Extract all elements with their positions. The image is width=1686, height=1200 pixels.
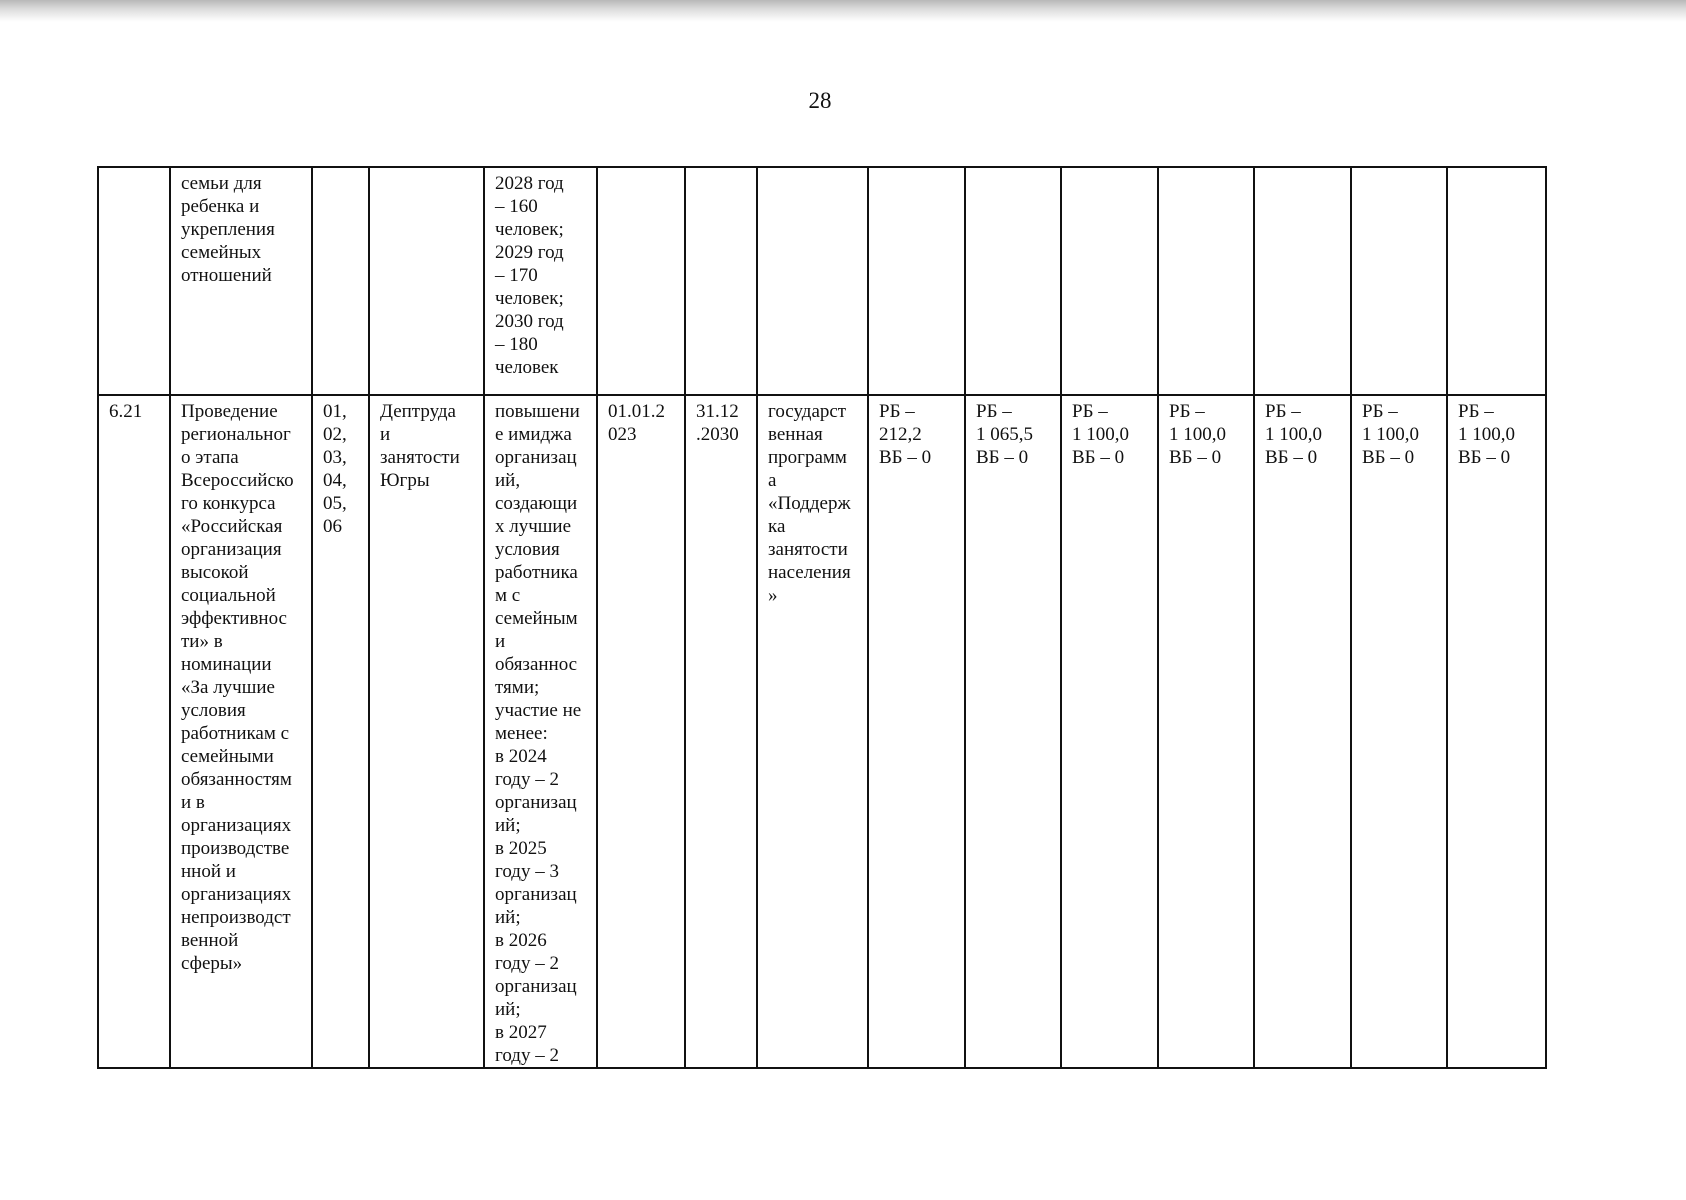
- cell-y2029: РБ – 1 100,0 ВБ – 0: [1351, 395, 1447, 1068]
- cell-y2029: [1351, 167, 1447, 395]
- cell-y2027: РБ – 1 100,0 ВБ – 0: [1158, 395, 1254, 1068]
- cell-tasks: 01, 02, 03, 04, 05, 06: [312, 395, 369, 1068]
- cell-source: [757, 167, 868, 395]
- cell-y2028: [1254, 167, 1351, 395]
- cell-y2025: РБ – 1 065,5 ВБ – 0: [965, 395, 1061, 1068]
- cell-result: 2028 год – 160 человек; 2029 год – 170 человек; 2030 год – 180 человек: [484, 167, 597, 395]
- cell-y2024: РБ – 212,2 ВБ – 0: [868, 395, 965, 1068]
- cell-end: 31.12 .2030: [685, 395, 757, 1068]
- measures-table: [97, 166, 1547, 1069]
- cell-start: 01.01.2 023: [597, 395, 685, 1068]
- cell-executor: Дептруда и занятости Югры: [369, 395, 484, 1068]
- cell-result: повышени е имиджа организац ий, создающи х лучшие условия работника м с семейным и обязаннос тями; участие не менее: в 2024 году – 2 организац ий; в 2025 году – 3 организац ий; в 2026 году – 2 организац ий; в 2027 году – 2: [484, 395, 597, 1068]
- cell-executor: [369, 167, 484, 395]
- cell-y2030: [1447, 167, 1546, 395]
- cell-num: [98, 167, 170, 395]
- cell-name: Проведение региональног о этапа Всероссийско го конкурса «Российская организация высокой социальной эффективнос ти» в номинации «За лучшие условия работникам с семейными обязанностям и в организациях производстве нной и организациях непроизводст венной сферы»: [170, 395, 312, 1068]
- cell-y2024: [868, 167, 965, 395]
- cell-tasks: [312, 167, 369, 395]
- cell-start: [597, 167, 685, 395]
- page-number: 28: [808, 88, 832, 113]
- cell-source: государст венная программ а «Поддерж ка занятости населения »: [757, 395, 868, 1068]
- scan-edge-artifact: [0, 0, 1686, 22]
- table-row-continuation: [98, 167, 1546, 395]
- cell-name: семьи для ребенка и укрепления семейных отношений: [170, 167, 312, 395]
- table-row-6-21: [98, 395, 1546, 1068]
- cell-end: [685, 167, 757, 395]
- cell-num: 6.21: [98, 395, 170, 1068]
- cell-y2025: [965, 167, 1061, 395]
- cell-y2026: [1061, 167, 1158, 395]
- cell-y2030: РБ – 1 100,0 ВБ – 0: [1447, 395, 1546, 1068]
- cell-y2028: РБ – 1 100,0 ВБ – 0: [1254, 395, 1351, 1068]
- cell-y2027: [1158, 167, 1254, 395]
- cell-y2026: РБ – 1 100,0 ВБ – 0: [1061, 395, 1158, 1068]
